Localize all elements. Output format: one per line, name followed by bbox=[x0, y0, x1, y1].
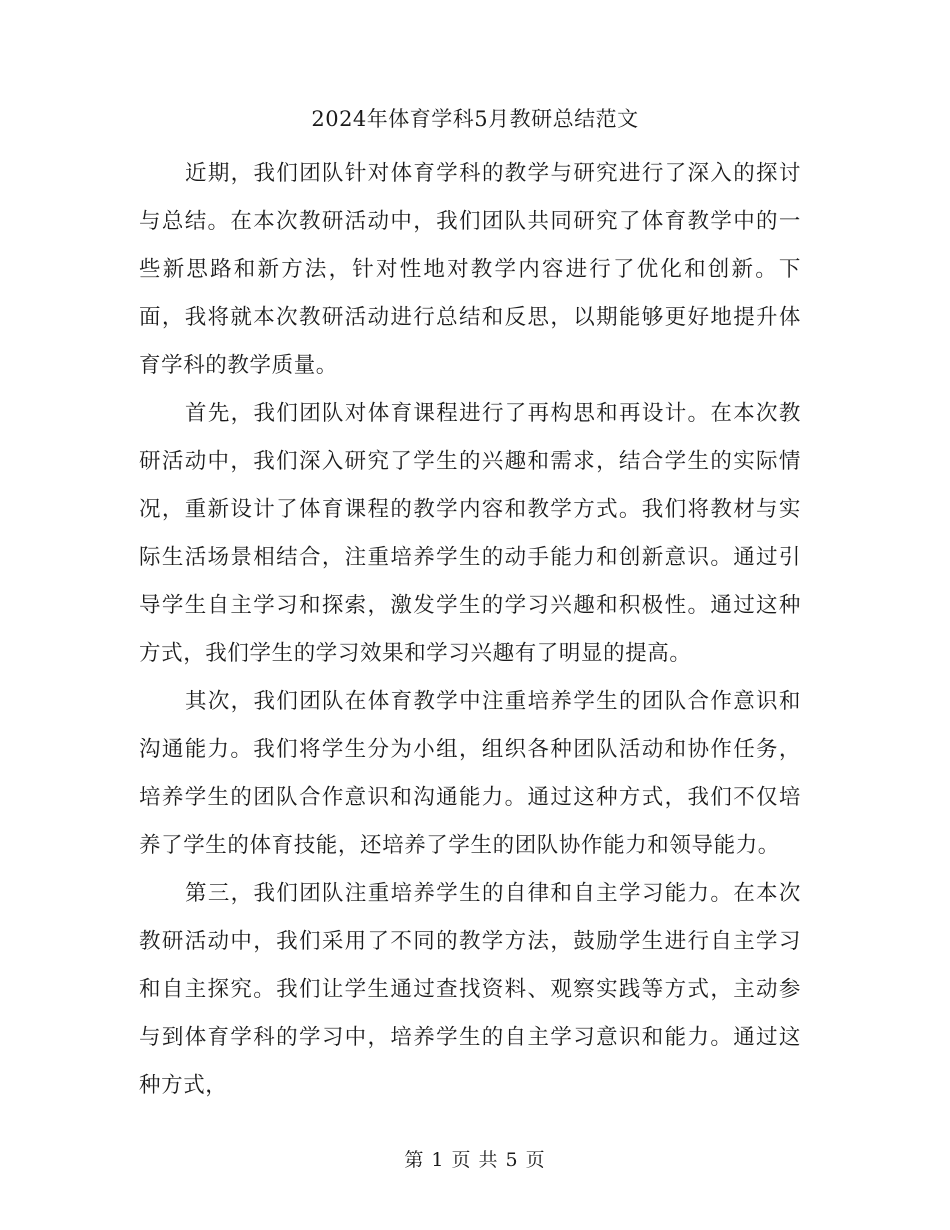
paragraph-1: 近期，我们团队针对体育学科的教学与研究进行了深入的探讨与总结。在本次教研活动中，我们团队共同研究了体育教学中的一些新思路和新方法，针对性地对教学内容进行了优化和创新。下面，我将就本次教研活动进行总结和反思，以期能够更好地提升体育学科的教学质量。 bbox=[139, 161, 801, 378]
document-title: 2024年体育学科5月教研总结范文 bbox=[311, 107, 639, 131]
page-number-footer: 第 1 页 共 5 页 bbox=[404, 1149, 546, 1171]
paragraph-2: 首先，我们团队对体育课程进行了再构思和再设计。在本次教研活动中，我们深入研究了学生的兴趣和需求，结合学生的实际情况，重新设计了体育课程的教学内容和教学方式。我们将教材与实际生活场景相结合，注重培养学生的动手能力和创新意识。通过引导学生自主学习和探索，激发学生的学习兴趣和积极性。通过这种方式，我们学生的学习效果和学习兴趣有了明显的提高。 bbox=[139, 401, 801, 666]
paragraph-3: 其次，我们团队在体育教学中注重培养学生的团队合作意识和沟通能力。我们将学生分为小组，组织各种团队活动和协作任务，培养学生的团队合作意识和沟通能力。通过这种方式，我们不仅培养了学生的体育技能，还培养了学生的团队协作能力和领导能力。 bbox=[139, 689, 801, 858]
paragraph-4: 第三，我们团队注重培养学生的自律和自主学习能力。在本次教研活动中，我们采用了不同的教学方法，鼓励学生进行自主学习和自主探究。我们让学生通过查找资料、观察实践等方式，主动参与到体育学科的学习中，培养学生的自主学习意识和能力。通过这种方式， bbox=[139, 881, 801, 1098]
document-body bbox=[139, 150, 801, 1110]
